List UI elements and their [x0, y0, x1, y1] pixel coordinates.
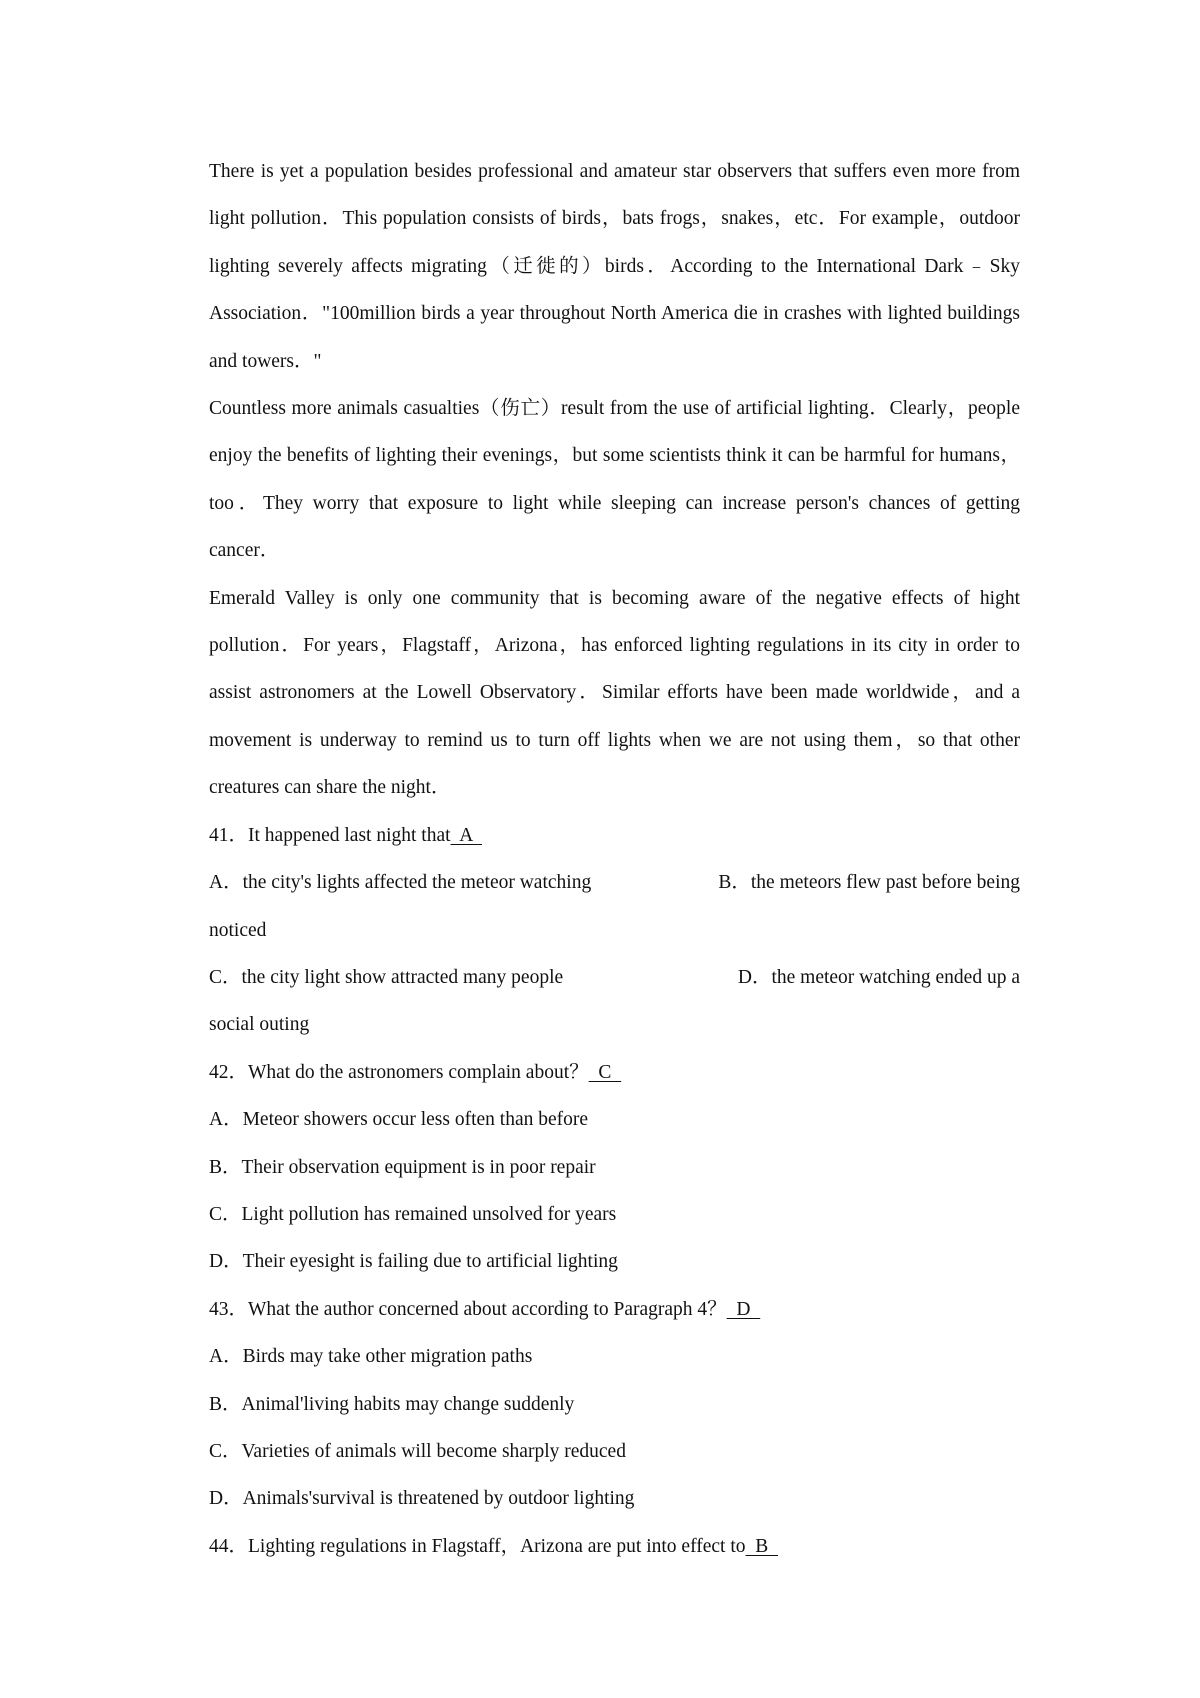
question-41-option-d-continued: social outing	[209, 1014, 310, 1036]
question-43	[209, 1286, 1020, 1333]
question-43-stem: 43．What the author concerned about according to Paragraph 4？	[209, 1298, 727, 1320]
question-41-option-b-continued: noticed	[209, 919, 267, 941]
question-41-option-d: D．the meteor watching ended up a	[737, 966, 1020, 988]
question-42-stem: 42．What do the astronomers complain about？	[209, 1061, 589, 1083]
question-41-stem: 41．It happened last night that	[209, 824, 451, 846]
question-41-option-c: C．the city light show attracted many people	[209, 966, 564, 988]
passage-paragraph-regulations: Emerald Valley is only one community that is becoming aware of the negative effects of hight pollution．For years，Flagstaff，Arizona，has enforced lighting regulations in its city in order to assist astronomers at the Lowell Observatory．Similar efforts have been made worldwide，and a movement is underway to remind us to turn off lights when we are not using them，so that other creatures can share the night．	[209, 587, 1020, 799]
passage-paragraph-birds: There is yet a population besides professional and amateur star observers that suffers even more from light pollution．This population consists of birds，bats frogs，snakes，etc．For example，outdoor lighting severely affects migrating（迁徙的）birds．According to the International Dark﹣Sky Association．"100million birds a year throughout North America die in crashes with lighted buildings and towers．"	[209, 161, 1020, 372]
question-43-option-d: D．Animals'survival is threatened by outdoor lighting	[209, 1488, 635, 1510]
question-43-answer: D	[726, 1298, 761, 1320]
question-42	[209, 1049, 1020, 1096]
question-44-stem: 44．Lighting regulations in Flagstaff，Arizona are put into effect to	[209, 1535, 746, 1557]
question-42-option-a: A．Meteor showers occur less often than before	[209, 1109, 589, 1131]
question-43-option-a: A．Birds may take other migration paths	[209, 1346, 533, 1368]
question-44	[209, 1523, 1020, 1570]
question-42-option-c: C．Light pollution has remained unsolved for years	[209, 1203, 617, 1225]
question-42-option-b: B．Their observation equipment is in poor repair	[209, 1156, 596, 1178]
question-42-answer: C	[588, 1061, 622, 1083]
document-page	[209, 148, 1020, 1570]
question-41-options-cd	[209, 954, 1020, 1001]
question-41-answer: A	[450, 824, 482, 846]
question-43-option-b: B．Animal'living habits may change suddenly	[209, 1393, 575, 1415]
question-41-option-b: B．the meteors flew past before being	[718, 872, 1020, 894]
passage-paragraph-casualties: Countless more animals casualties（伤亡）result from the use of artificial lighting．Clearly，people enjoy the benefits of lighting their evenings，but some scientists think it can be harmful for humans，too．They worry that exposure to light while sleeping can increase person's chances of getting cancer．	[209, 398, 1020, 562]
question-42-option-d: D．Their eyesight is failing due to artificial lighting	[209, 1251, 618, 1273]
question-41-options-ab	[209, 859, 1020, 906]
question-43-option-c: C．Varieties of animals will become sharply reduced	[209, 1440, 626, 1462]
question-41	[209, 812, 1020, 859]
question-41-option-a: A．the city's lights affected the meteor watching	[209, 872, 592, 894]
question-44-answer: B	[745, 1535, 779, 1557]
